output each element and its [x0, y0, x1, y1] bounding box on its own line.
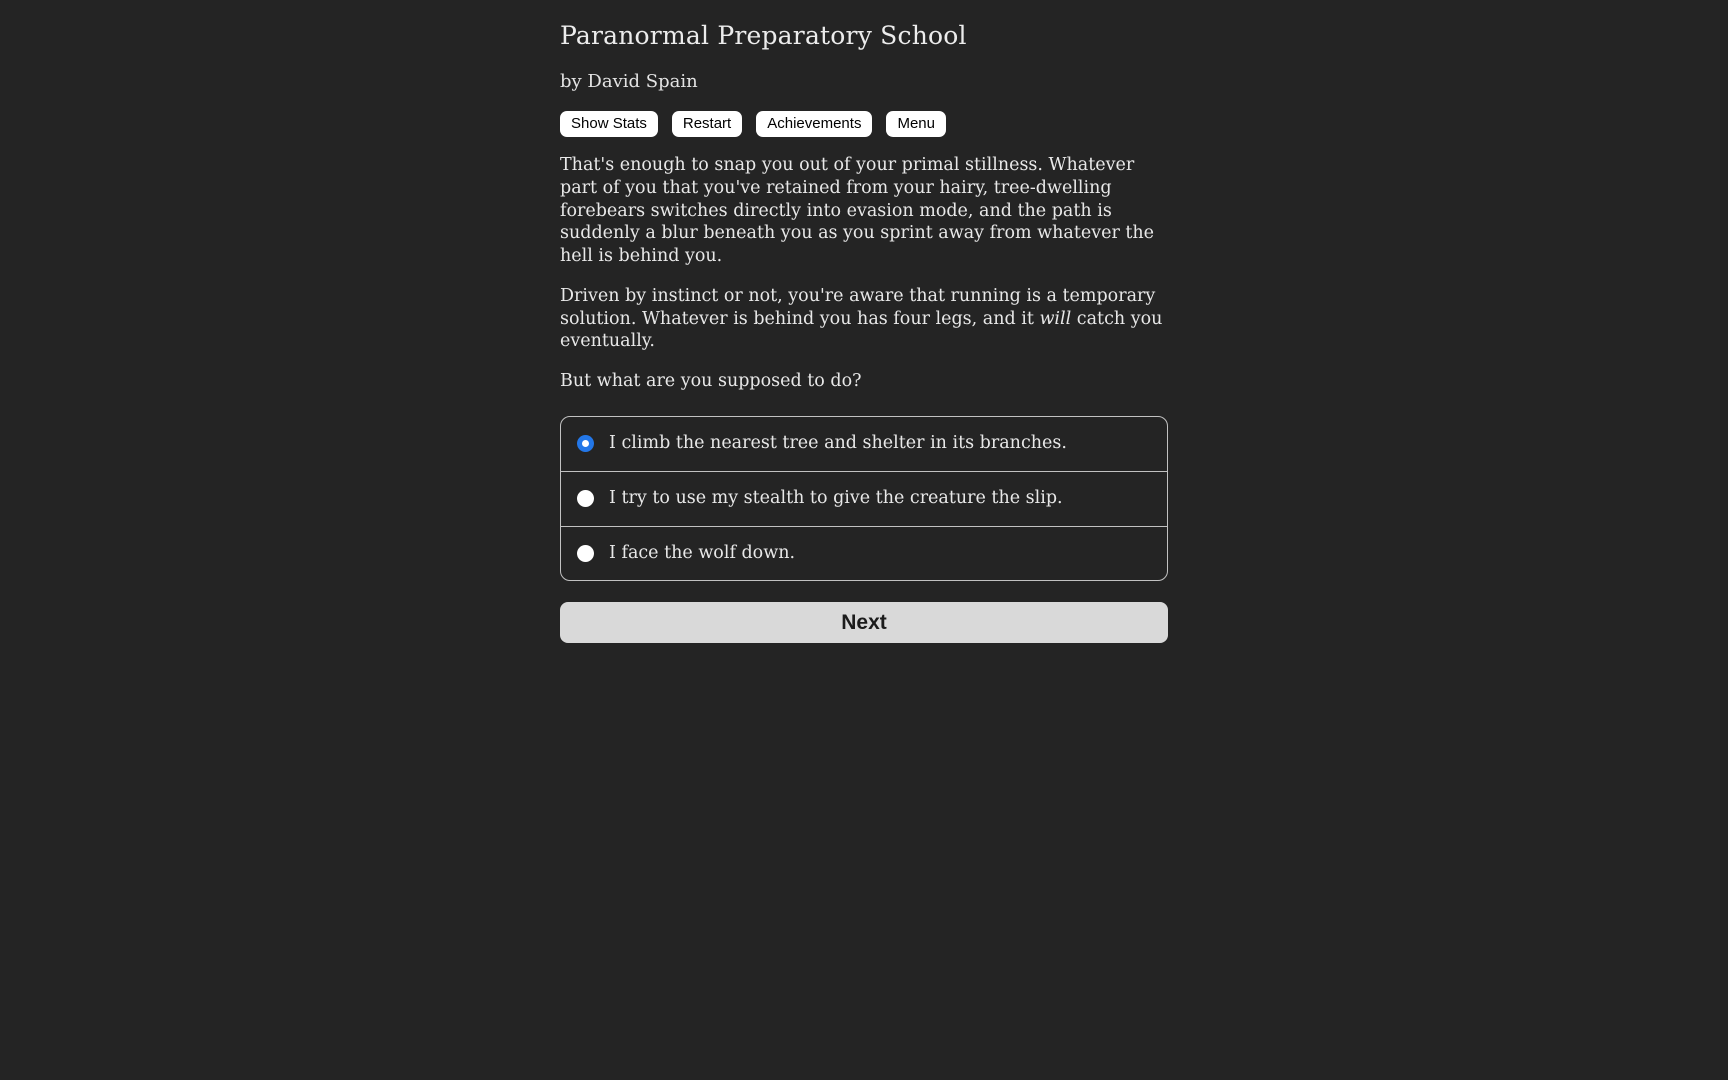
story-paragraph-segment: Driven by instinct or not, you're aware that running is a temporary solution. Whatever is behind you has four legs, and it [560, 285, 1156, 329]
story-paragraph [560, 285, 1168, 353]
radio-dot [582, 440, 589, 447]
story-paragraph: That's enough to snap you out of your primal stillness. Whatever part of you that you've retained from your hairy, tree-dwelling forebears switches directly into evasion mode, and the path is suddenly a blur beneath you as you sprint away from whatever the hell is behind you. [560, 155, 1155, 266]
achievements-button[interactable]: Achievements [756, 111, 872, 137]
toolbar [560, 111, 1168, 137]
page-title: Paranormal Preparatory School [560, 21, 967, 50]
choice-label: I try to use my stealth to give the creature the slip. [609, 487, 1063, 508]
radio-button[interactable] [577, 490, 594, 507]
restart-button[interactable]: Restart [672, 111, 742, 137]
show-stats-button[interactable]: Show Stats [560, 111, 658, 137]
choice-option-stealth[interactable] [561, 471, 1167, 526]
choice-label: I face the wolf down. [609, 542, 796, 563]
radio-button[interactable] [577, 545, 594, 562]
game-page [560, 0, 1168, 643]
story-paragraph-segment: catch you eventually. [560, 308, 1163, 352]
author-byline: by David Spain [560, 71, 698, 92]
story-text [560, 154, 1168, 393]
story-question: But what are you supposed to do? [560, 371, 862, 391]
menu-button[interactable]: Menu [886, 111, 946, 137]
next-button[interactable]: Next [560, 602, 1168, 643]
story-paragraph-emphasis: will [1039, 308, 1072, 329]
choice-option-face-wolf[interactable] [561, 526, 1167, 581]
radio-button[interactable] [577, 435, 594, 452]
choice-label: I climb the nearest tree and shelter in its branches. [609, 432, 1067, 453]
choice-option-climb-tree[interactable] [561, 417, 1167, 471]
choice-group [560, 416, 1168, 582]
